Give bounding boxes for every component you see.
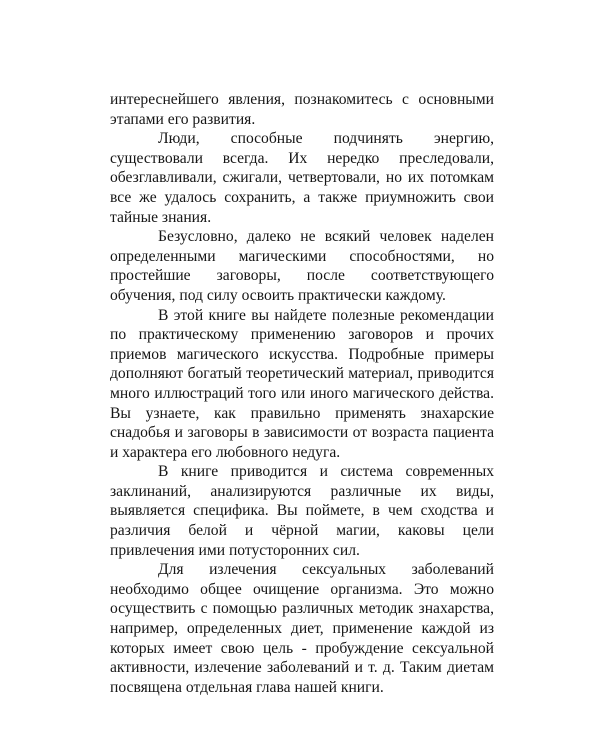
paragraph-2: Люди, способные подчинять энергию, существовали всегда. Их нередко преследовали, обезглавливали, сжигали, четвертовали, но их потомкам все же удалось сохранить, а также приумножить свои тайные знания. (110, 130, 494, 226)
paragraph-6: Для излечения сексуальных заболеваний необходимо общее очищение организма. Это можно осуществить с помощью различных методик знахарства, например, определенных диет, применение каждой из которых имеет свою цель - пробуждение сексуальной активности, излечение заболеваний и т. д. Таким диетам посвящена отдельная глава нашей книги. (110, 561, 494, 696)
paragraph-5: В книге приводится и система современных заклинаний, анализируются различные их виды, выявляется специфика. Вы поймете, в чем сходства и различия белой и чёрной магии, каковы цели привлечения ими потусторонних сил. (110, 463, 494, 559)
document-page (110, 90, 494, 697)
paragraph-1: интереснейшего явления, познакомитесь с основными этапами его развития. (110, 91, 494, 128)
paragraph-3: Безусловно, далеко не всякий человек наделен определенными магическими способностями, но простейшие заговоры, после соответствующего обучения, под силу освоить практически каждому. (110, 228, 494, 304)
paragraph-4: В этой книге вы найдете полезные рекомендации по практическому применению заговоров и прочих приемов магического искусства. Подробные примеры дополняют богатый теоретический материал, приводится много иллюстраций того или иного магического действа. Вы узнаете, как правильно применять знахарские снадобья и заговоры в зависимости от возраста пациента и характера его любовного недуга. (110, 306, 494, 461)
